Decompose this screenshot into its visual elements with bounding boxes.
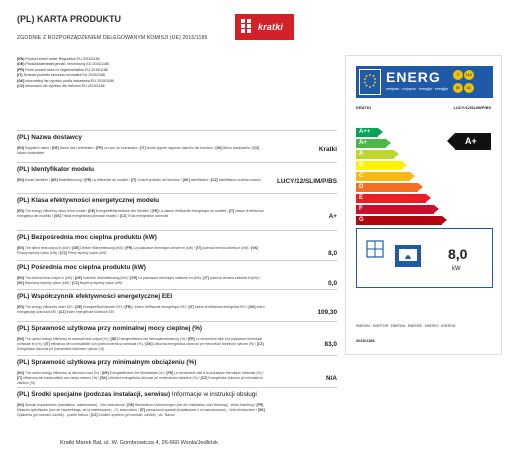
label-model: LUCY/12/SLIM/P/BS	[453, 105, 491, 110]
translation-text: Energieeffizienzindex EEI /	[83, 305, 125, 309]
section-heading-note: Informacje w instrukcji obsługi	[170, 391, 257, 398]
energy-class-bar	[356, 128, 378, 137]
lang-code: [EN]	[17, 305, 24, 309]
translation-text: precauzioni speciali (installazione o la manutenzione) - Vedi introduzione /	[146, 408, 258, 413]
translation-text: efficienza del combustibile con carico minimo (%) /	[23, 376, 101, 381]
lang-code: [CZ]	[90, 413, 98, 418]
energy-class-label: D	[359, 184, 364, 190]
product-section	[17, 293, 337, 315]
lang-code: [SK]	[215, 146, 223, 150]
translation-text: The useful energy efficiency at minimum load (%) /	[24, 371, 102, 375]
section-translations	[17, 337, 267, 353]
lang-code: [CZ]	[256, 342, 264, 347]
logo-text: kratki	[257, 22, 284, 32]
energy-class-label: G	[359, 217, 364, 223]
section-heading-text: (PL) Sprawność użytkowa przy minimalnym obciążeniu (%)	[17, 359, 197, 366]
translation-text: Energieeffizienzklasse des Modells /	[96, 209, 152, 213]
product-section	[17, 234, 337, 256]
lang-code: [DE]	[50, 178, 58, 182]
lang-code: [DE]	[75, 276, 82, 280]
label-brand: KRATKI	[356, 105, 371, 110]
translation-text: Identifikační značka modelu	[218, 178, 261, 182]
product-section	[17, 197, 337, 219]
lang-code: [FR]	[124, 305, 132, 309]
lang-code: [SK]	[257, 408, 265, 413]
lang-code: [FR]	[151, 209, 159, 213]
section-heading	[17, 293, 337, 302]
energy-word: ENERG	[386, 69, 441, 85]
lang-code: [IT]	[140, 146, 146, 150]
regulation-text: Informačný list výrobku podľa nariadenia EU 2015/1186	[25, 78, 114, 83]
section-heading-text: (PL) Klasa efektywności energetycznej modelu	[17, 197, 160, 204]
lang-code: [CZ]	[119, 214, 127, 219]
product-section	[17, 359, 337, 387]
lang-code: [FR]	[125, 246, 133, 250]
section-value: 83,0	[324, 341, 337, 348]
translation-text: Energieeffizienz bei Nennwärmeleistung (%) /	[118, 337, 188, 341]
translation-text: Name des Lieferanten /	[59, 146, 97, 150]
energy-class-bar	[356, 161, 402, 170]
lang-code: [IT]	[139, 408, 146, 413]
section-value: LUCY/12/SLIM/P/BS	[276, 178, 337, 185]
section-translations	[17, 178, 267, 183]
energy-class-bar	[356, 216, 442, 225]
section-divider	[17, 355, 337, 356]
product-section	[17, 391, 337, 419]
section-heading	[17, 234, 337, 243]
lang-code: [DE]	[127, 403, 135, 407]
translation-text: Modellkennung /	[58, 178, 85, 182]
lang-code: [DE]	[88, 209, 96, 213]
section-value: 0,0	[328, 280, 337, 287]
lang-code: [SK]	[53, 214, 61, 219]
translation-text: indice di efficienza energetica EEI /	[194, 305, 249, 309]
section-translations	[17, 371, 267, 387]
translation-text: Užitočná energetická účinnosť pri minimálnom zaťažení (%) /	[107, 376, 201, 381]
section-heading	[17, 134, 337, 143]
section-translations	[17, 305, 267, 315]
lang-code: [DE]	[110, 337, 118, 341]
section-translations	[17, 146, 267, 156]
lang-code: [DE]	[72, 246, 80, 250]
lang-code: [DE]	[51, 146, 59, 150]
lang-code: [IT]	[203, 276, 209, 280]
product-section	[17, 264, 337, 286]
translation-text: Užitočná energetická účinnosť pri menovitom tepelnom výkone (%) /	[153, 342, 257, 347]
translation-text: Meno dodávateľa /	[223, 146, 253, 150]
lang-code: [SK]	[251, 246, 259, 250]
lang-code: [EN]	[17, 276, 24, 280]
translation-text: La classe d'efficacité énergétique du modèle /	[159, 209, 229, 213]
section-divider	[17, 321, 337, 322]
energy-label	[345, 55, 502, 355]
page-title: (PL) KARTA PRODUKTU	[17, 14, 121, 24]
translation-text: Besonderen Vorkehrungen (bei der Installation oder Wartung) - siehe Anleitung /	[135, 403, 257, 407]
lang-code: [EN]	[17, 209, 24, 213]
section-heading-text: (PL) Współczynnik efektywności energetycznej EEI	[17, 293, 173, 300]
energy-class-label: E	[359, 195, 364, 201]
section-translations	[17, 276, 267, 286]
translation-text: Název dodavatele	[17, 151, 45, 156]
footer-address: Kratki Marek Bal, ul. W. Gombrowicza 4, 26-660 Wsola/Jedlińsk	[60, 440, 218, 446]
section-value: 109,30	[317, 309, 337, 316]
page-subtitle: ZGODNIE Z ROZPORZĄDZENIEM DELEGOWANYM KOMISJI (UE) 2015/1186	[17, 35, 208, 41]
lang-code: (IT)	[17, 73, 23, 78]
section-heading-text: (PL) Pośrednia moc cieplna produktu (kW)	[17, 264, 146, 271]
energy-class-label: A	[359, 151, 364, 157]
regulation-line	[17, 84, 114, 89]
lang-code: (EN)	[17, 57, 25, 61]
translation-text: Trieda energetickej účinnosti modelu /	[61, 214, 120, 219]
ykio-badge: IJA	[464, 70, 474, 80]
translation-text: Index energetickej účinnosti EEI /	[17, 305, 265, 315]
energy-class-label: A++	[359, 129, 371, 135]
ykio-badge: IE	[453, 83, 463, 93]
section-heading	[17, 264, 337, 273]
section-divider	[17, 387, 337, 388]
translation-text: Direkte Wärmeleistung (kW) /	[80, 246, 126, 250]
translation-text: Mesures spécifiques (lors de l'assemblage, de la maintenance) - Cf. instructions /	[17, 408, 140, 413]
translation-text: The energy efficiency class of the model /	[24, 209, 89, 213]
regulation-text: Scheda prodotto secondo normativa EU 2015/1186	[23, 73, 106, 78]
translation-text: La puissance thermique indirecte en (kW) /	[138, 276, 204, 280]
translation-text: Zvláštní opatření (při montáži, údržbě) - viz. Návod	[98, 413, 175, 418]
regulation-text: Informační list výrobku dle nařízení EU 2015/1186	[25, 84, 105, 89]
energy-class-bar	[356, 150, 394, 159]
translation-text: efficienza del combustibile con potenza termica nominale (%) /	[50, 342, 146, 347]
translation-text: The energy efficiency index EEI /	[24, 305, 76, 309]
translation-text: Supplier's name /	[24, 146, 52, 150]
translation-text: Identifikátor /	[190, 178, 212, 182]
lang-code: [DE]	[75, 305, 83, 309]
power-unit: kW	[452, 266, 461, 272]
label-regulation-year: 2015/1186	[356, 338, 375, 343]
translation-text: Opatrenia (pri montáži, údržbe) - pozrite Návod /	[17, 413, 91, 418]
lang-code: [IT]	[188, 305, 194, 309]
translation-text: Indirekte Wärmeleistung (kW) /	[82, 276, 131, 280]
section-heading-text: (PL) Identyfikator modelu	[17, 166, 95, 173]
product-section	[17, 166, 337, 183]
section-translations	[17, 209, 267, 219]
ykio-badge: Y	[453, 70, 463, 80]
lang-code: [CZ]	[252, 146, 260, 150]
lang-code: [FR]	[256, 403, 264, 407]
translation-text: The direct heat output in (kW) /	[24, 246, 73, 250]
lang-code: [CZ]	[58, 310, 66, 315]
section-divider	[17, 130, 337, 131]
energy-class-bar	[356, 172, 410, 181]
kratki-logo	[235, 14, 294, 40]
section-heading-text: (PL) Nazwa dostawcy	[17, 134, 82, 141]
translation-text: La puissance thermique directe en (kW) /	[133, 246, 196, 250]
fireplace-icon	[365, 239, 425, 279]
lang-code: [IT]	[228, 209, 235, 213]
energy-class-label: C	[359, 173, 364, 179]
energy-class-bar	[356, 139, 386, 148]
lang-code: [CZ]	[200, 376, 208, 381]
translation-text: Energieeffizienz bei Mindestlast (%) /	[109, 371, 167, 375]
lang-code: [EN]	[17, 337, 24, 341]
translation-text: La référence du modèle /	[92, 178, 131, 182]
lang-code: [DE]	[101, 371, 109, 375]
translation-text: Index energetické účinnosti EEI	[66, 310, 115, 315]
translation-text: L'indice d'efficacité énergétique EEI /	[132, 305, 189, 309]
energy-class-label: B	[359, 162, 364, 168]
lang-code: [IT]	[130, 178, 137, 182]
lang-code: [FR]	[187, 337, 195, 341]
energy-class-label: F	[359, 206, 363, 212]
lang-code: (SK)	[17, 78, 25, 83]
translation-text: potenza termica indiretta in (kW) /	[209, 276, 261, 280]
rating-arrow: A+	[455, 133, 491, 150]
energy-class-label: A+	[359, 140, 367, 146]
translation-text: Přímý tepelný výkon (kW)	[67, 251, 107, 256]
translation-text: potenza termica diretta in (kW) /	[202, 246, 252, 250]
section-value: 8,0	[328, 250, 337, 257]
lang-code: [FR]	[84, 178, 92, 182]
lang-code: [SK]	[100, 376, 108, 381]
ykio-badge: IA	[464, 83, 474, 93]
lang-code: [IT]	[44, 342, 50, 347]
translation-text: Model identifier /	[24, 178, 51, 182]
section-heading	[17, 166, 337, 175]
lang-code: [FR]	[130, 276, 138, 280]
product-section	[17, 325, 337, 353]
lang-code: [SK]	[248, 305, 256, 309]
section-divider	[17, 162, 337, 163]
section-heading	[17, 359, 337, 368]
lang-code: [EN]	[17, 146, 24, 150]
power-value: 8,0	[448, 246, 468, 262]
regulation-text: Fiche produit selon le règlementation EU 2015/1186	[25, 67, 108, 72]
section-heading-text: (PL) Sprawność użytkowa przy nominalnej mocy cieplnej (%)	[17, 325, 203, 332]
translation-text: The useful energy efficiency at nominal heat output (%) /	[24, 337, 111, 341]
lang-code: [SK]	[17, 281, 24, 286]
section-value: A+	[328, 213, 337, 220]
lang-code: [EN]	[17, 371, 24, 375]
section-value: Kratki	[318, 146, 337, 153]
translation-text: Le rendement utile à la puissance thermique nominale en (%) /	[17, 337, 263, 347]
translation-text: classe di efficienza energetica del modello /	[17, 209, 264, 219]
section-divider	[17, 260, 337, 261]
lang-code: [EN]	[17, 178, 24, 182]
section-heading	[17, 391, 337, 400]
translation-text: Třída energetické účinnosti	[127, 214, 169, 219]
logo-icon	[241, 19, 251, 33]
energy-class-bar	[356, 194, 426, 203]
regulation-list	[17, 57, 114, 89]
lang-code: (DE)	[17, 62, 25, 67]
translation-text: Special requirements (installation, maintenance) - See instructions /	[24, 403, 128, 407]
energy-class-bar	[356, 205, 434, 214]
translation-text: Le rendement utile à la puissance thermique minimale (%) /	[174, 371, 264, 375]
energy-subtitle: енергия · ενέργεια · energija · enerģija	[386, 87, 448, 91]
label-languages: ENERGIA · ЕНЕРГИЯ · ENERGIA · ENERGIE · ENERGY · ENERGIE	[356, 324, 456, 328]
translation-text: Le nom du fournisseur /	[103, 146, 141, 150]
lang-code: (CZ)	[17, 84, 25, 89]
section-heading	[17, 197, 337, 206]
lang-code: [SK]	[145, 342, 153, 347]
lang-code: [EN]	[17, 246, 24, 250]
section-value: N/A	[325, 375, 337, 382]
regulation-text: Product sheet under Regulation EU 2015/1186	[25, 57, 100, 61]
translation-text: Nepřímý tepelný výkon (kW)	[79, 281, 123, 286]
translation-text: Energetická účinnost při jmenovitém tepelném výkonu (%)	[17, 347, 105, 352]
section-divider	[17, 193, 337, 194]
lang-code: [SK]	[182, 178, 190, 182]
lang-code: [CZ]	[60, 251, 67, 256]
lang-code: (FR)	[17, 67, 25, 72]
energy-class-bar	[356, 183, 418, 192]
translation-text: The indirect heat output in (kW) /	[24, 276, 75, 280]
lang-code: [IT]	[17, 376, 23, 381]
section-heading	[17, 325, 337, 334]
lang-code: [CZ]	[211, 178, 218, 182]
lang-code: [CZ]	[72, 281, 79, 286]
translation-text: Codice prodotto del fornitore /	[137, 178, 183, 182]
eu-flag-icon	[359, 69, 381, 95]
energy-label-header	[356, 66, 493, 98]
section-translations	[17, 246, 267, 256]
lang-code: [FR]	[96, 146, 103, 150]
section-divider	[17, 230, 337, 231]
regulation-text: Produktdatenblatt gemäß Verordnung EU 2015/1186	[25, 62, 110, 67]
translation-text: Energetická účinnost při minimálním zatížení (%)	[17, 376, 263, 386]
section-translations	[17, 403, 267, 419]
translation-text: Nome oppure rapporto marchio del fornitore /	[146, 146, 216, 150]
lang-code: [EN]	[17, 403, 24, 407]
lang-code: [FR]	[166, 371, 174, 375]
section-divider	[17, 289, 337, 290]
translation-text: Nepriamy tepelný výkon (kW) /	[24, 281, 73, 286]
translation-text: Priamy tepelný výkon (kW) /	[17, 251, 61, 256]
power-box	[356, 228, 493, 288]
lang-code: [IT]	[196, 246, 202, 250]
section-heading-text: (PL) Środki specjalne (podczas instalacji, serwisu)	[17, 391, 171, 398]
product-section	[17, 134, 337, 156]
section-heading-text: (PL) Bezpośrednia moc cieplna produktu (kW)	[17, 234, 157, 241]
